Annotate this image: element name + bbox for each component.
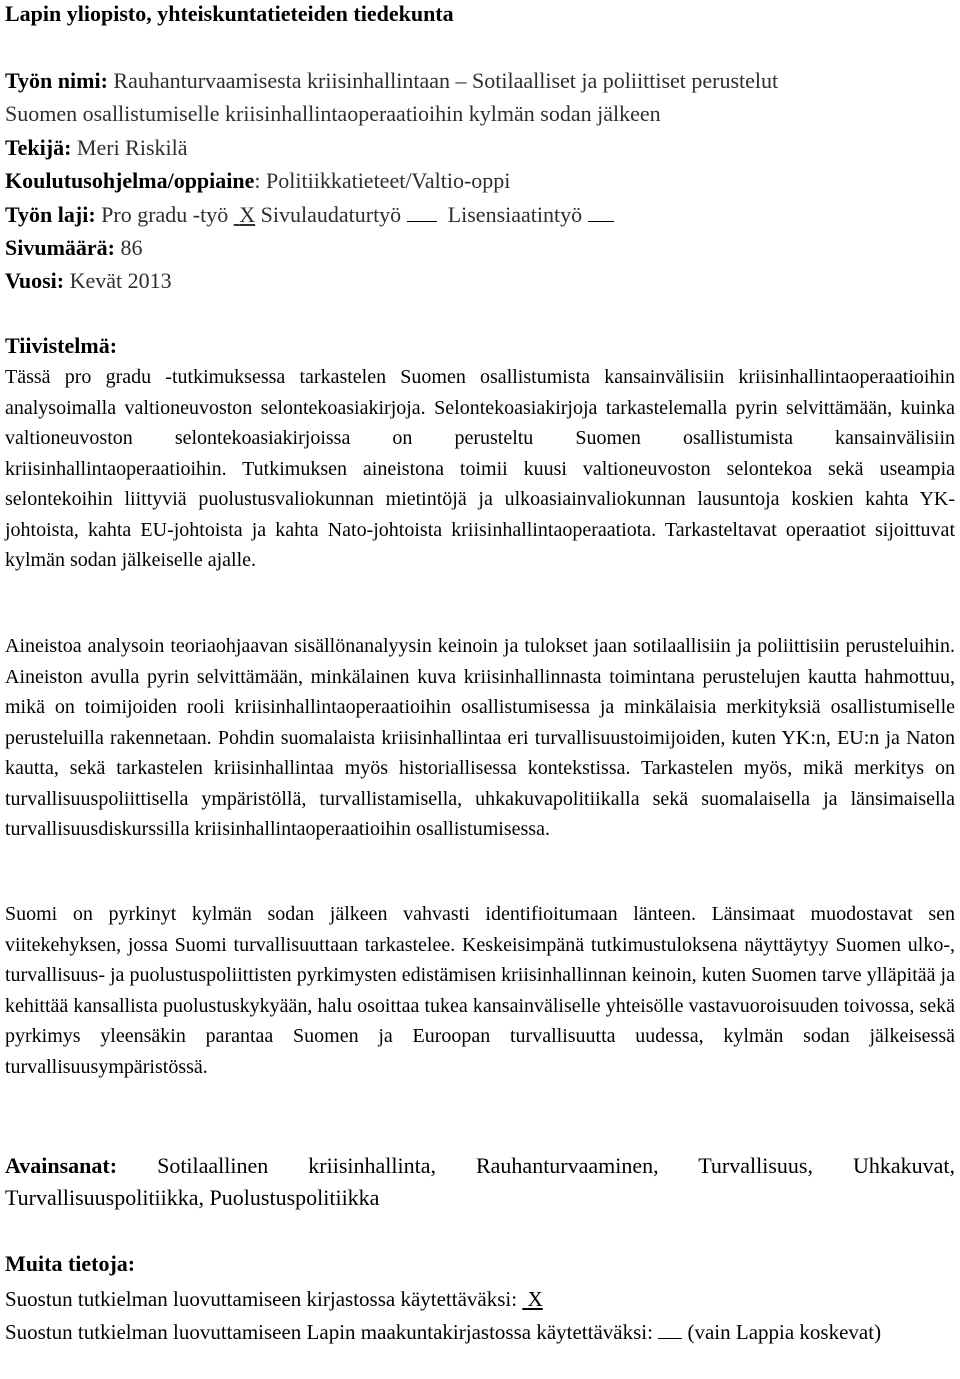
year-value: Kevät 2013 — [69, 268, 172, 294]
abstract-heading: Tiivistelmä: — [5, 333, 118, 358]
pages-value: 86 — [120, 235, 143, 261]
type-lisensiaatti: Lisensiaatintyö — [447, 201, 583, 227]
author-value: Meri Riskilä — [76, 134, 188, 160]
type-lisensiaatti-blank — [588, 201, 614, 222]
program-label: Koulutusohjelma/oppiaine — [5, 168, 255, 194]
consent-regional-row — [5, 1316, 955, 1349]
author-label: Tekijä: — [5, 134, 72, 160]
abstract-paragraph-1: Tässä pro gradu -tutkimuksessa tarkastelen Suomen osallistumista kansainvälisiin kriisinhallintaoperaatioihin analysoimalla valtioneuvoston selontekoasiakirjoja. Selontekoasiakirjoja tarkastelemalla pyrin selvittämään, kuinka valtioneuvoston selontekoasiakirjoissa on perusteltu Suomen osallistumista kansainvälisiin kriisinhallintaoperaatioihin. Tutkimuksen aineistona toimii kuusi valtioneuvoston selontekoa sekä useampia selontekoihin liittyviä puolustusvaliokunnan mietintöjä ja ulkoasiainvaliokunnan lausuntoja koskien kahta YK-johtoista, kahta EU-johtoista ja kahta Nato-johtoista kriisinhallintaoperaatiota. Tarkasteltavat operaatiot sijoittuvat kylmän sodan jälkeiselle ajalle. — [5, 366, 955, 571]
author-row — [5, 131, 955, 164]
program-value: Politiikkatieteet/Valtio-oppi — [266, 168, 511, 194]
consent-library-row — [5, 1283, 955, 1316]
consent-regional-text: Suostun tutkielman luovuttamiseen Lapin maakuntakirjastossa käytettäväksi: — [5, 1319, 653, 1344]
keywords — [5, 1150, 955, 1214]
consent-library-mark: X — [527, 1287, 543, 1311]
other-info-heading: Muita tietoja: — [5, 1251, 136, 1276]
university-heading: Lapin yliopisto, yhteiskuntatieteiden tiedekunta — [5, 1, 454, 26]
title-row — [5, 64, 955, 97]
year-label: Vuosi: — [5, 268, 65, 294]
keywords-label: Avainsanat: — [5, 1153, 118, 1178]
title-line1: Rauhanturvaamisesta kriisinhallintaan – Sotilaalliset ja poliittiset perustelut — [113, 68, 779, 93]
title-line2: Suomen osallistumiselle kriisinhallintaoperaatioihin kylmän sodan jälkeen — [5, 101, 661, 127]
type-sivulaudatur-blank — [407, 201, 437, 222]
consent-library-text: Suostun tutkielman luovuttamiseen kirjastossa käytettäväksi: — [5, 1287, 518, 1311]
other-info — [5, 1283, 955, 1348]
title-row-2 — [5, 97, 955, 130]
thesis-metadata — [5, 64, 955, 298]
program-row — [5, 164, 955, 197]
keywords-text: Sotilaallinen kriisinhallinta, Rauhanturvaaminen, Turvallisuus, Uhkakuvat, Turvallisuuspolitiikka, Puolustuspolitiikka — [5, 1153, 956, 1210]
type-sivulaudatur: Sivulaudaturtyö — [260, 201, 402, 227]
type-row — [5, 198, 955, 231]
program-colon: : — [254, 168, 261, 194]
pages-row — [5, 231, 955, 264]
abstract-paragraph-3: Suomi on pyrkinyt kylmän sodan jälkeen vahvasti identifioitumaan länteen. Länsimaat muodostavat sen viitekehyksen, jossa Suomi turvallisuuttaan tarkastelee. Keskeisimpänä tutkimustuloksena näyttäytyy Suomen ulko-, turvallisuus- ja puolustuspoliittisten pyrkimysten edistämisen kriisinhallinnan keinoin, kuten Suomen tarve ylläpitää ja kehittää kansallista puolustuskykyään, halu osoittaa tukea kansainväliselle yhteisölle vastavuoroisuuden toivossa, sekä pyrkimys yleensäkin parantaa Suomen ja Euroopan turvallisuutta uudessa, kylmän sodan jälkeisessä turvallisuusympäristössä. — [5, 903, 955, 1078]
abstract-paragraph-2: Aineistoa analysoin teoriaohjaavan sisällönanalyysin keinoin ja tulokset jaan sotilaallisiin ja poliittisiin perusteluihin. Aineiston avulla pyrin selvittämään, minkälainen kuva kriisinhallinnasta toimintana perustelujen kautta hahmottuu, mikä on toimijoiden rooli kriisinhallintaoperaatioihin osallistumisessa ja minkälaisia merkityksiä osallistumiselle perusteluilla rakennetaan. Pohdin suomalaista kriisinhallintaa eri turvallisuustoimijoiden, kuten YK:n, EU:n ja Naton kautta, sekä tarkastelen kriisinhallintaa myös historiallisessa kontekstissa. Tarkastelen myös, mikä merkitys on turvallisuuspoliittisella ympäristöllä, turvallistamisella, uhkakuvapolitiikalla sekä suomalaisella ja länsimaisella turvallisuusdiskurssilla kriisinhallintaoperaatioihin osallistumisessa. — [5, 635, 955, 840]
type-gradu-mark: X — [239, 201, 256, 227]
consent-regional-blank — [658, 1318, 682, 1339]
type-gradu: Pro gradu -työ — [101, 201, 229, 227]
pages-label: Sivumäärä: — [5, 235, 115, 261]
year-row — [5, 264, 955, 297]
title-label: Työn nimi: — [5, 68, 108, 93]
type-label: Työn laji: — [5, 201, 96, 227]
consent-regional-note: (vain Lappia koskevat) — [687, 1319, 882, 1344]
